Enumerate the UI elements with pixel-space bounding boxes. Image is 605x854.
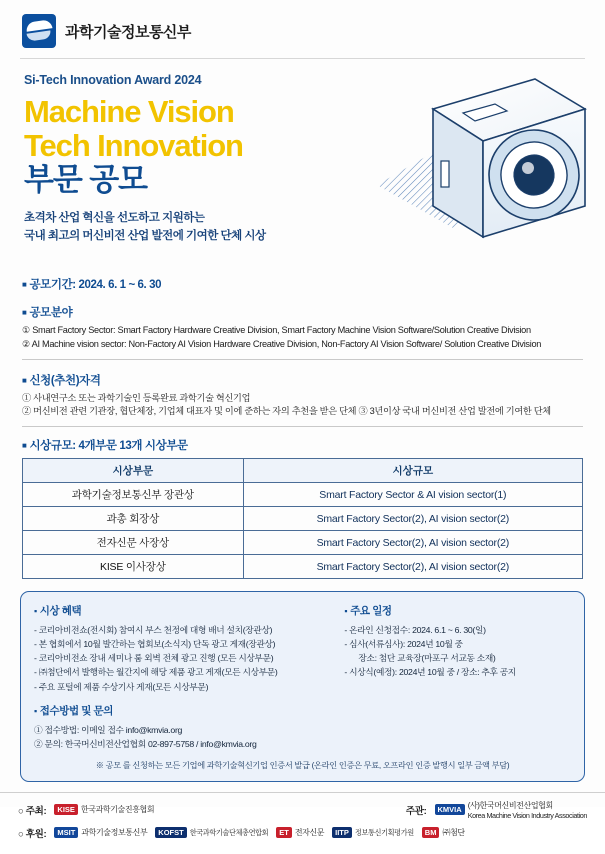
benefits-item: - 주요 포털에 제품 수상기사 게재(모든 시상부문) [34,681,209,692]
info-box [20,591,585,782]
benefits-item: - ㈜첨단에서 발행하는 월간지에 해당 제품 광고 게재(모든 시상부문) [34,667,278,678]
kise-badge-icon: KISE [54,804,78,815]
title-line-2: Tech Innovation [24,128,243,164]
kmvia-logo-text: (사)한국머신비전산업협회 [467,800,553,810]
iitp-logo-text: 정보통신기획평가원 [354,827,414,837]
logo-kise [54,804,154,815]
schedule-item: - 온라인 신청접수: 2024. 6.1 ~ 6. 30(일) [344,625,486,636]
logo-kofst [155,827,268,838]
schedule-subitem: 장소: 첨단 교육장(마포구 서교동 소재) [358,653,496,664]
msit-logo-text: 과학기술정보통신부 [81,828,148,838]
logo-msit [54,827,147,838]
logo-chomdan [422,827,465,838]
page-title [24,95,344,197]
apply-heading: ▪ 접수방법 및 문의 [34,703,334,718]
table-cell-scale: Smart Factory Sector & AI vision sector(1) [243,483,582,507]
table-col-scale: 시상규모 [243,459,582,483]
table-cell-category: 과총 회장상 [23,507,244,531]
chomdan-logo-text: ㈜첨단 [442,828,465,838]
title-line-1: Machine Vision [24,94,234,129]
section-divider-2 [22,426,583,427]
footer [0,792,605,854]
table-header-row [23,459,583,483]
benefits-column [34,603,334,751]
table-cell-category: 전자신문 사장상 [23,531,244,555]
kmvia-logo-subtext: Korea Machine Vision Industry Association [467,810,587,820]
section-categories [0,304,605,352]
section-eligibility-heading: ■ 신청(추천)자격 [22,372,583,388]
logo-kmvia [435,800,587,820]
table-cell-scale: Smart Factory Sector(2), AI vision sector(2) [243,555,582,579]
et-logo-text: 전자신문 [294,828,325,838]
certificate-note: ※ 공모 를 신청하는 모든 기업에 과학기술혁신기업 인증서 발급 (온라인 인증은 무료, 오프라인 인증 발행시 일부 금액 부담) [95,760,510,770]
awards-table [22,458,583,579]
kise-logo-text: 한국과학기술진흥협회 [80,805,155,815]
footer-host-row [18,800,587,820]
table-cell-scale: Smart Factory Sector(2), AI vision sector(2) [243,507,582,531]
kmvia-logo-block [468,800,587,820]
footer-host-label: ○ 주최: [18,805,47,817]
logo-et-news [276,827,324,838]
table-cell-scale: Smart Factory Sector(2), AI vision sector(2) [243,531,582,555]
msit-badge-icon: MSIT [54,827,78,838]
footer-support-row [18,826,587,840]
apply-item: ① 접수방법: 이메일 접수 info@kmvia.org [34,724,183,735]
benefits-item: - 코리아비전쇼(전시회) 참여시 부스 천정에 대형 배너 설치(장관상) [34,625,273,636]
bm-badge-icon: BM [422,827,440,838]
award-eyebrow: Si-Tech Innovation Award 2024 [24,73,202,87]
title-line-3: 부문 공모 [24,162,147,198]
title-block [0,59,605,264]
kofst-logo-text: 한국과학기술단체총연합회 [189,827,269,837]
subtitle-line-1: 초격차 산업 혁신을 선도하고 지원하는 [24,212,205,225]
schedule-column [344,603,571,751]
camera-cube-illustration [367,65,597,280]
table-row [23,555,583,579]
table-cell-category: KISE 이사장상 [23,555,244,579]
iitp-badge-icon: IITP [332,827,352,838]
schedule-item: - 심사(서류심사): 2024년 10월 중 [344,639,463,650]
apply-item: ② 문의: 한국머신비전산업협회 02-897-5758 / info@kmvia.org [34,738,257,749]
schedule-item: - 시상식(예정): 2024년 10월 중 / 장소: 추후 공지 [344,667,516,678]
section-categories-line-1: ① Smart Factory Sector: Smart Factory Hardware Creative Division, Smart Factory Machine Vision Software/Solution Creative Division [22,325,531,335]
subtitle-line-2: 국내 최고의 머신비전 산업 발전에 기여한 단체 시상 [24,230,266,243]
kofst-badge-icon: KOFST [155,827,186,838]
section-categories-line-2: ② AI Machine vision sector: Non-Factory AI Vision Hardware Creative Division, Non-Factory AI Vision Software/ Solution Creative Division [22,338,542,349]
benefits-item: - 코리아비전쇼 장내 세미나 룸 외벽 전체 광고 진행 (모든 시상부문) [34,653,274,664]
government-emblem-icon [22,14,56,48]
logo-iitp [332,827,414,838]
footer-sponsor-label: 주관: [405,805,427,817]
ministry-header [0,0,605,54]
table-row [23,531,583,555]
footer-support-label: ○ 후원: [18,828,47,840]
section-period-heading: ■ 공모기간: 2024. 6. 1 ~ 6. 30 [22,276,583,292]
table-row [23,507,583,531]
schedule-heading: ▪ 주요 일정 [344,603,571,618]
section-awards-heading: ■ 시상규모: 4개부문 13개 시상부문 [22,437,583,453]
table-col-category: 시상부문 [23,459,244,483]
section-awards [0,437,605,579]
ministry-name: 과학기술정보통신부 [65,23,191,41]
section-categories-heading: ■ 공모분야 [22,304,583,320]
kmvia-badge-icon: KMVIA [435,804,465,815]
section-eligibility-line-1: ① 사내연구소 또는 과학기술인 등록완료 과학기술 혁신기업 [22,392,251,403]
section-divider-1 [22,359,583,360]
benefits-heading: ▪ 시상 혜택 [34,603,334,618]
et-badge-icon: ET [276,827,292,838]
section-eligibility-line-2: ② 머신비전 관련 기관장, 협단체장, 기업체 대표자 및 이에 준하는 자의 추천을 받은 단체 ③ 3년이상 국내 머신비전 산업 발전에 기여한 단체 [22,406,551,417]
benefits-item: - 본 협회에서 10월 발간하는 협회보(소식지) 단독 광고 게재(장관상) [34,639,276,650]
table-row [23,483,583,507]
section-eligibility [0,372,605,420]
table-cell-category: 과학기술정보통신부 장관상 [23,483,244,507]
